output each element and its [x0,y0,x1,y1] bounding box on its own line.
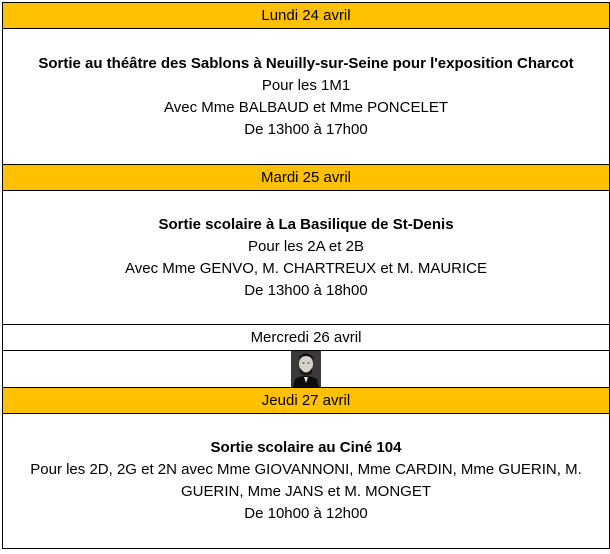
day-header-tuesday: Mardi 25 avril [3,165,609,191]
day-header-wednesday: Mercredi 26 avril [3,325,609,351]
event-wednesday [3,351,609,388]
day-header-thursday: Jeudi 27 avril [3,388,609,414]
portrait-photo [291,351,321,387]
event-staff: Avec Mme GENVO, M. CHARTREUX et M. MAURICE [125,259,487,277]
event-time: De 13h00 à 18h00 [244,281,368,299]
event-thursday [3,414,609,549]
event-group: Pour les 2A et 2B [248,237,364,255]
event-time: De 10h00 à 12h00 [244,505,368,522]
event-title: Sortie scolaire au Ciné 104 [210,439,402,456]
event-time: De 13h00 à 17h00 [244,120,368,138]
event-tuesday [3,191,609,325]
event-details: Pour les 2D, 2G et 2N avec Mme GIOVANNONI, Mme CARDIN, Mme GUERIN, M. GUERIN, Mme JANS et M. MONGET [30,461,582,500]
day-header-monday: Lundi 24 avril [3,3,609,29]
event-title: Sortie scolaire à La Basilique de St-Denis [158,215,454,233]
event-staff: Avec Mme BALBAUD et Mme PONCELET [164,98,448,116]
event-title: Sortie au théâtre des Sablons à Neuilly-sur-Seine pour l'exposition Charcot [38,54,574,72]
event-monday [3,29,609,165]
event-group: Pour les 1M1 [261,76,351,94]
schedule-table [2,2,610,549]
